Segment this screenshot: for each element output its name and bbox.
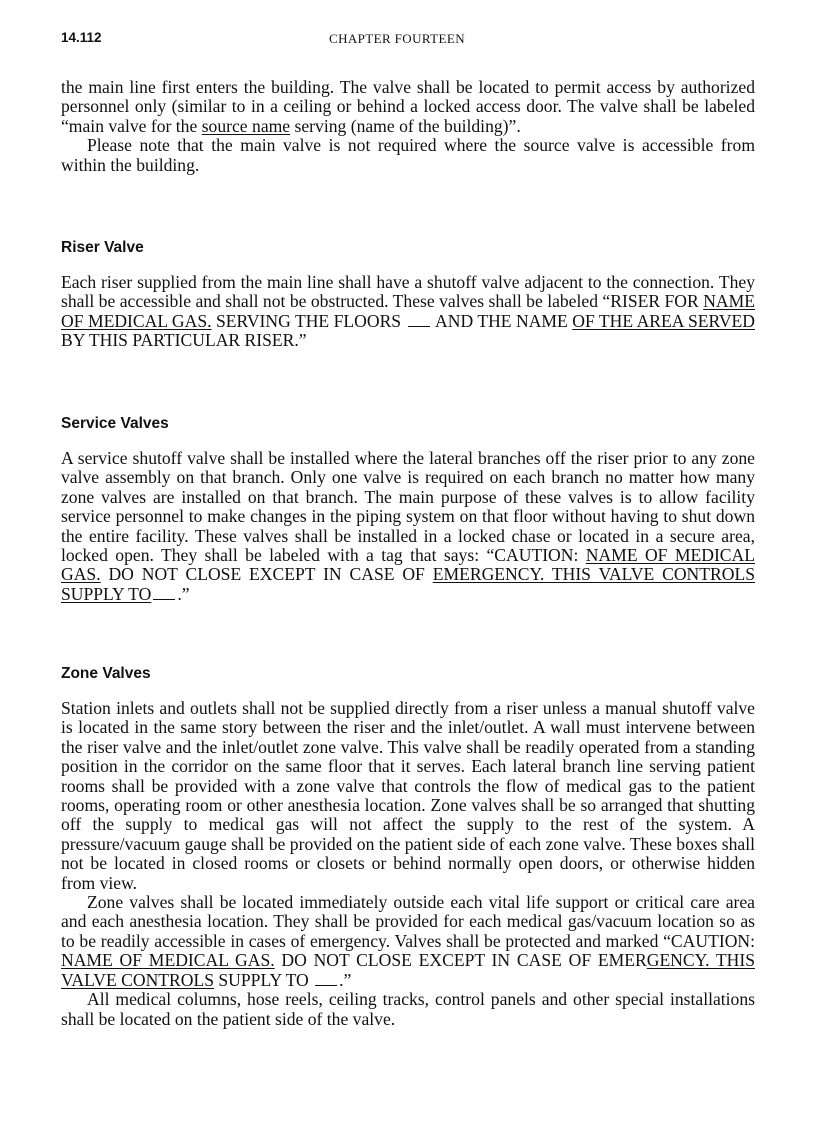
area-served-placeholder: OF THE AREA SERVED — [572, 310, 755, 331]
zone-gas-name-placeholder: NAME OF MEDICAL GAS. — [61, 950, 275, 971]
zone-valves-heading: Zone Valves — [61, 665, 151, 682]
running-header — [61, 30, 755, 50]
source-name-placeholder: source name — [201, 115, 291, 136]
zone-valves-section — [61, 699, 755, 1029]
zone-supply-to-blank — [315, 973, 337, 986]
page-number: 14.112 — [61, 30, 102, 45]
intro-paragraph-2: Please note that the main valve is not required where the source valve is accessible from within the building. — [61, 135, 755, 175]
riser-gas-name-placeholder: NAME OF MEDICAL GAS. — [61, 291, 755, 331]
floors-blank — [408, 314, 430, 327]
riser-valve-paragraph: Each riser supplied from the main line shall have a shutoff valve adjacent to the connection. They shall be accessible and shall not be obstructed. These valves shall be labeled “RISER FOR NAME OF MEDICAL GAS. SERVING THE FLOORS AND THE NAME OF THE AREA SERVED BY THIS PARTICULAR RISER.” — [61, 272, 755, 351]
riser-valve-heading: Riser Valve — [61, 239, 144, 256]
service-valves-paragraph: A service shutoff valve shall be installed where the lateral branches off the riser prior to any zone valve assembly on that branch. Only one valve is required on each branch no matter how many zone valves are installed on that branch. The main purpose of these valves is to allow facility service personnel to make changes in the piping system on that floor without having to shut down the entire facility. These valves shall be installed in a locked chase or located in a secure area, locked open. They shall be labeled with a tag that says: “CAUTION: NAME OF MEDICAL GAS. DO NOT CLOSE EXCEPT IN CASE OF EMERGENCY. THIS VALVE CONTROLS SUPPLY TO .” — [61, 448, 755, 604]
chapter-title: CHAPTER FOURTEEN — [329, 31, 465, 46]
supply-to-blank — [153, 587, 175, 600]
riser-valve-section — [61, 273, 755, 351]
zone-valves-paragraph-1: Station inlets and outlets shall not be supplied directly from a riser unless a manual shutoff valve is located in the same story between the riser and the inlet/outlet. A wall must intervene between the riser valve and the inlet/outlet zone valve. This valve shall be readily operated from a standing position in the corridor on the same floor that it serves. Each lateral branch line serving patient rooms shall be provided with a zone valve that controls the flow of medical gas to the patient rooms, operating room or other anesthesia location. Zone valves shall be so arranged that shutting off the supply to medical gas will not affect the supply to the rest of the system. A pressure/vacuum gauge shall be provided on the patient side of each zone valve. These boxes shall not be located in closed rooms or closets or behind normally open doors, or otherwise hidden from view. — [61, 698, 755, 893]
zone-valves-paragraph-3: All medical columns, hose reels, ceiling tracks, control panels and other special installations shall be located on the patient side of the valve. — [61, 989, 755, 1029]
service-valves-heading: Service Valves — [61, 415, 169, 432]
zone-valves-paragraph-2: Zone valves shall be located immediately outside each vital life support or critical care area and each anesthesia location. They shall be provided for each medical gas/vacuum location so as to be readily accessible in cases of emergency. Valves shall be protected and marked “CAUTION: NAME OF MEDICAL GAS. DO NOT CLOSE EXCEPT IN CASE OF EMERGENCY. THIS VALVE CONTROLS SUPPLY TO .” — [61, 892, 755, 990]
intro-paragraph-1: the main line first enters the building. The valve shall be located to permit access by authorized personnel only (similar to in a ceiling or behind a locked access door. The valve shall be labeled “main valve for the source name serving (name of the building)”. — [61, 77, 755, 136]
zone-controls-placeholder: GENCY. THIS VALVE CONTROLS — [61, 950, 755, 990]
intro-section — [61, 78, 755, 175]
service-gas-name-placeholder: NAME OF MEDICAL GAS. — [61, 545, 755, 585]
service-controls-placeholder: EMERGENCY. THIS VALVE CONTROLS SUPPLY TO — [61, 564, 755, 604]
service-valves-section — [61, 449, 755, 604]
